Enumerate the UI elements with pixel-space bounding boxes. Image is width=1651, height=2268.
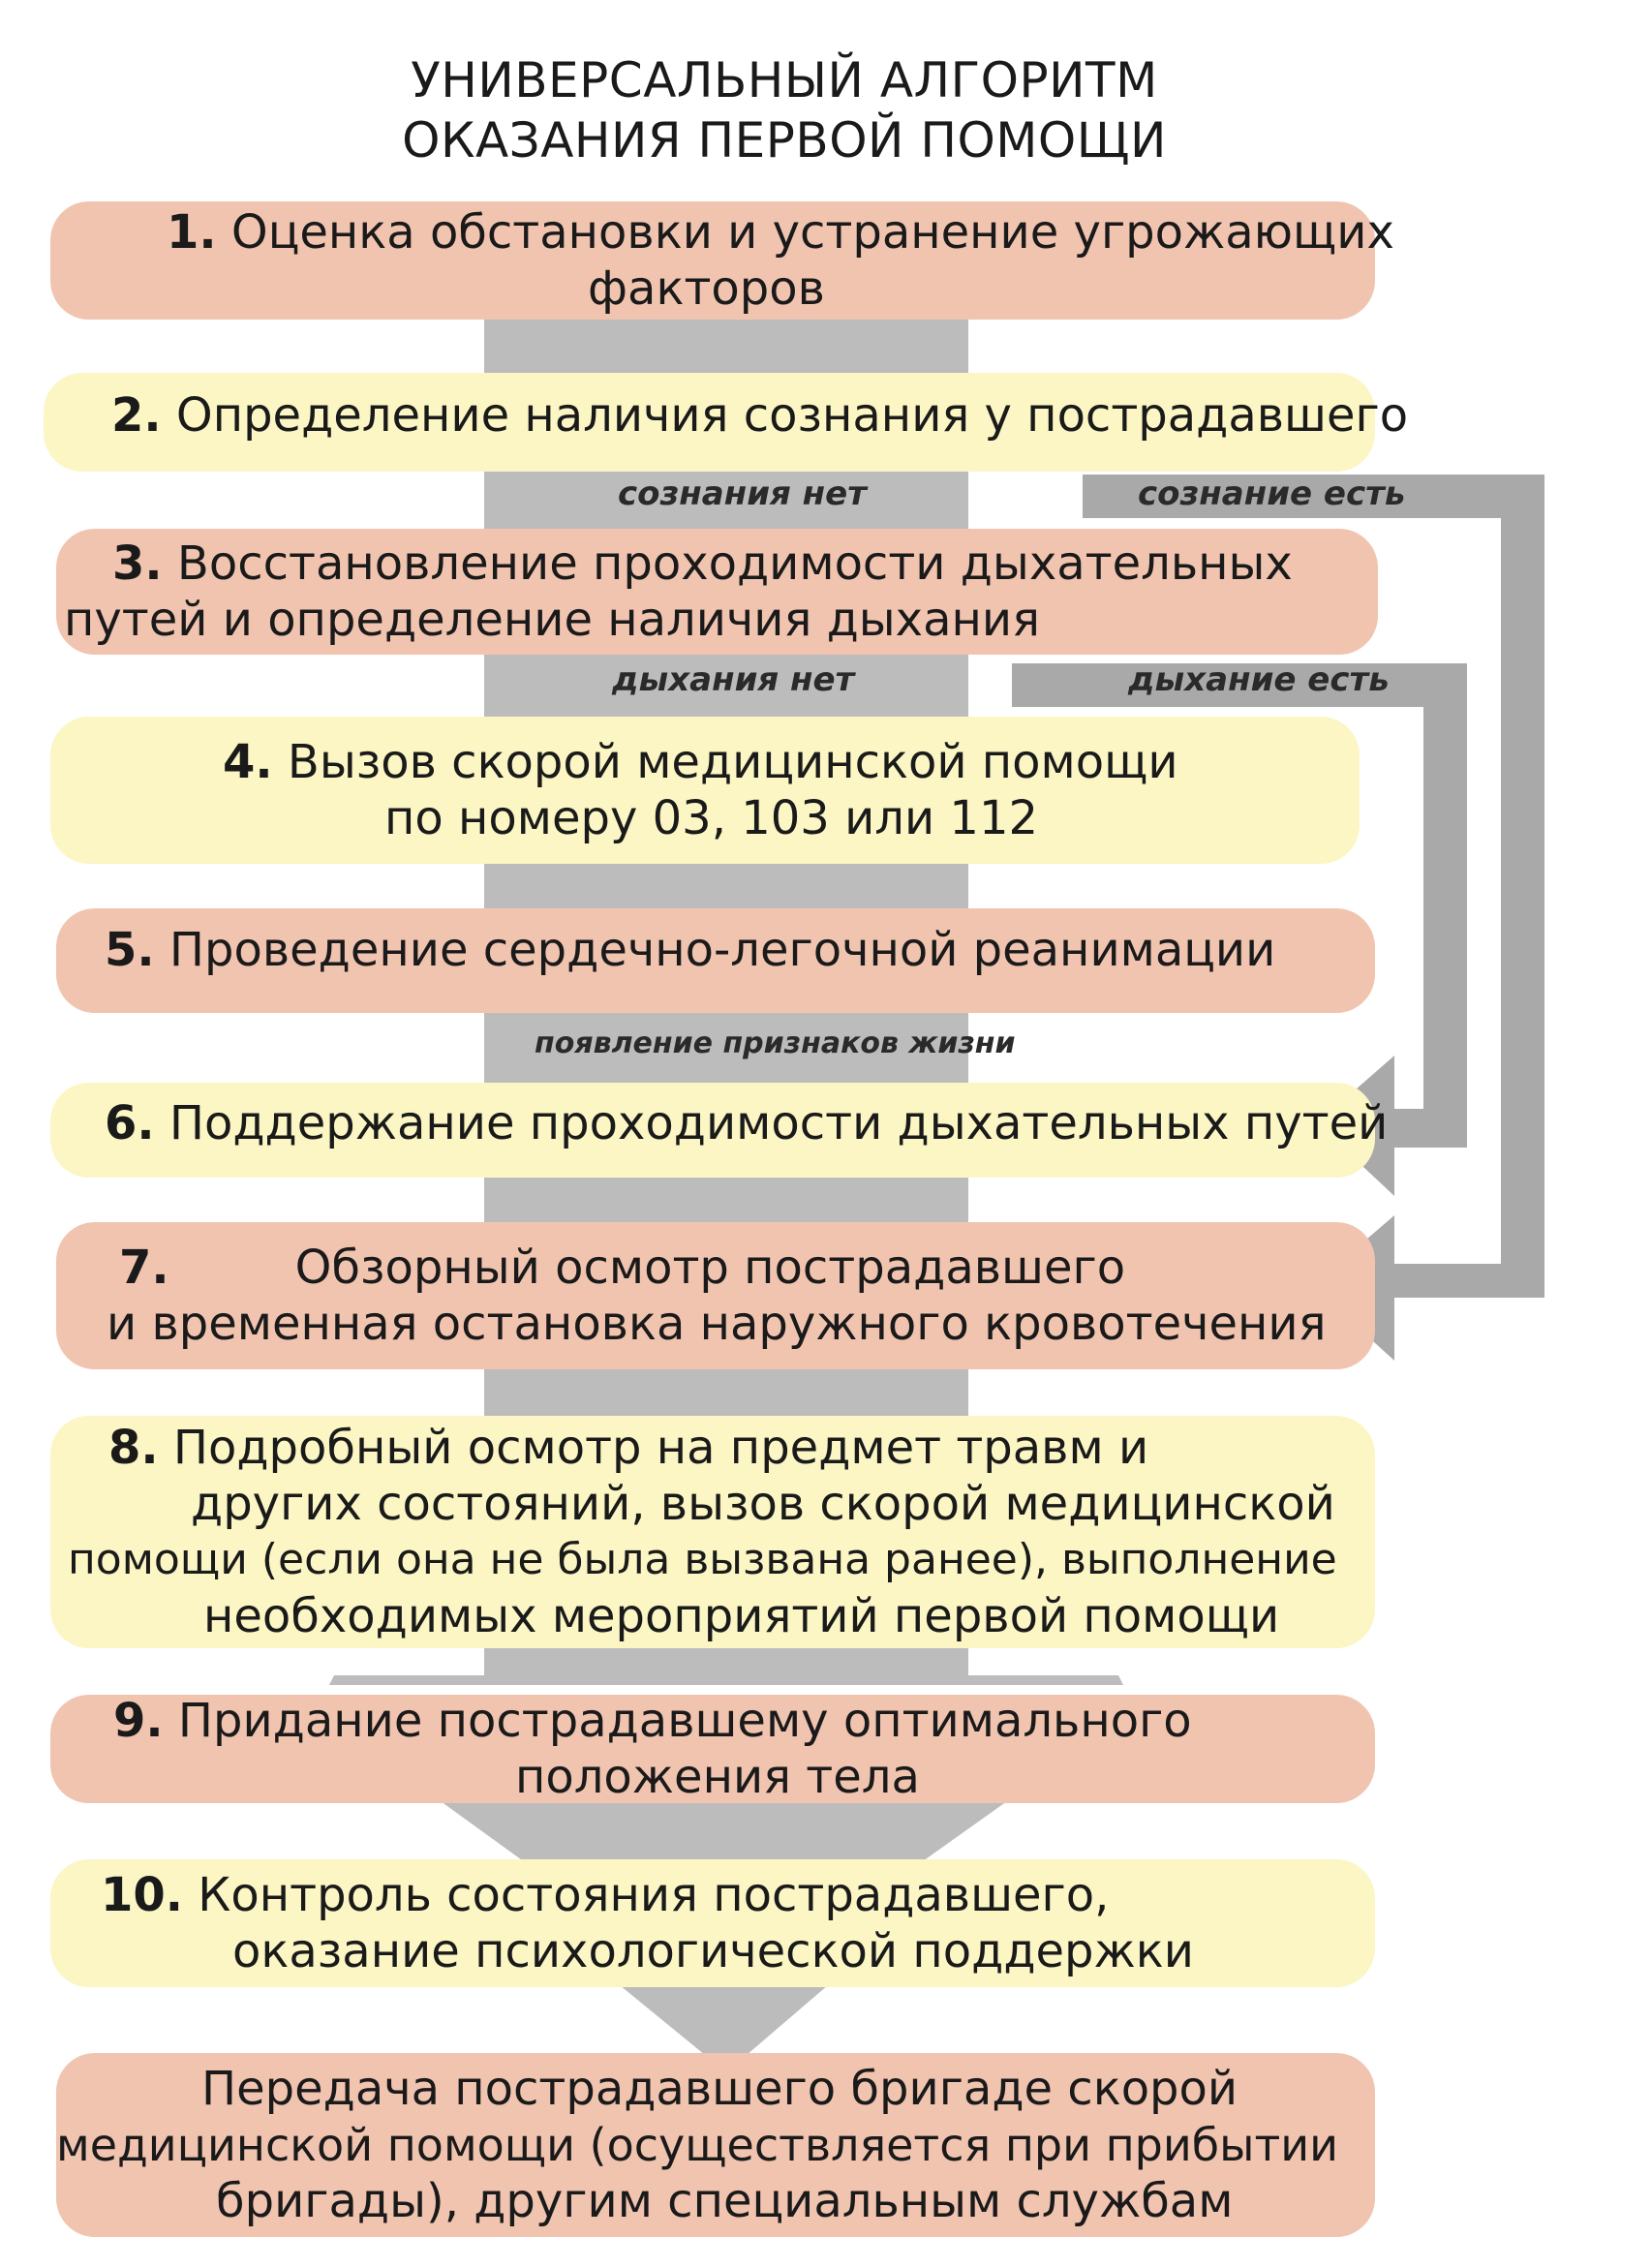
handover-text-1: Передача пострадавшего бригаде скорой [201, 2062, 1238, 2116]
step-7-box [56, 1222, 1375, 1369]
title-line-2: ОКАЗАНИЯ ПЕРВОЙ ПОМОЩИ [402, 112, 1167, 169]
step-2-box [44, 373, 1409, 472]
step-9-text-1: Придание пострадавшему оптимального [177, 1694, 1192, 1748]
step-1-text-1: Оценка обстановки и устранение угрожающих [230, 205, 1394, 260]
step-3-text-1: Восстановление проходимости дыхательных [176, 536, 1293, 591]
handover-text-3: бригады), другим специальным службам [216, 2174, 1234, 2228]
step-3-text-2: путей и определение наличия дыхания [64, 593, 1040, 647]
step-4-number: 4. [223, 735, 273, 789]
step-1-number: 1. [167, 205, 217, 260]
step-5-text: Проведение сердечно-легочной реанимации [168, 923, 1276, 977]
step-7-text-2: и временная остановка наружного кровотечения [107, 1297, 1327, 1351]
step-2-number: 2. [111, 388, 162, 443]
step-10-number: 10. [101, 1868, 184, 1922]
main-arrow-head-1 [329, 1675, 1123, 1685]
label-no-consciousness: сознания нет [618, 475, 867, 513]
step-6-text: Поддержание проходимости дыхательных путей [168, 1096, 1389, 1150]
step-6-number: 6. [105, 1096, 155, 1150]
step-9-text-2: положения тела [515, 1750, 920, 1804]
label-breathing-yes: дыхание есть [1128, 660, 1390, 699]
step-8-box [50, 1416, 1375, 1648]
step-8-text-4: необходимых мероприятий первой помощи [203, 1589, 1280, 1643]
step-10-text-1: Контроль состояния пострадавшего, [198, 1868, 1110, 1922]
label-signs-of-life: появление признаков жизни [535, 1027, 1016, 1060]
step-1-box [50, 201, 1394, 320]
step-4-text-2: по номеру 03, 103 или 112 [384, 791, 1039, 845]
step-4-box [50, 717, 1360, 864]
diagram-title [0, 50, 1569, 170]
step-5-box [56, 908, 1375, 1013]
step-9-box [50, 1695, 1375, 1803]
step-9-number: 9. [113, 1694, 164, 1748]
step-5-number: 5. [105, 923, 155, 977]
step-8-text-2: других состояний, вызов скорой медицинской [191, 1477, 1335, 1531]
label-consciousness-yes: сознание есть [1138, 475, 1406, 513]
step-2-text: Определение наличия сознания у пострадавшего [175, 388, 1409, 443]
step-7-text-1: Обзорный осмотр пострадавшего [294, 1241, 1126, 1295]
step-8-number: 8. [108, 1421, 159, 1475]
label-no-breathing: дыхания нет [612, 660, 855, 699]
step-8-text-3: помощи (если она не была вызвана ранее), выполнение [68, 1535, 1337, 1584]
step-3-number: 3. [112, 536, 163, 591]
title-line-1: УНИВЕРСАЛЬНЫЙ АЛГОРИТМ [411, 52, 1158, 108]
handover-box [56, 2053, 1375, 2237]
step-4-text-1: Вызов скорой медицинской помощи [287, 735, 1178, 789]
step-10-box [50, 1859, 1375, 1987]
step-10-text-2: оказание психологической поддержки [232, 1924, 1194, 1978]
handover-text-2: медицинской помощи (осуществляется при прибытии [56, 2119, 1339, 2171]
step-8-text-1: Подробный осмотр на предмет травм и [172, 1421, 1149, 1475]
step-6-box [50, 1083, 1389, 1178]
step-1-text-2: факторов [588, 261, 825, 316]
step-3-box [56, 529, 1378, 655]
step-7-number: 7. [119, 1241, 169, 1295]
